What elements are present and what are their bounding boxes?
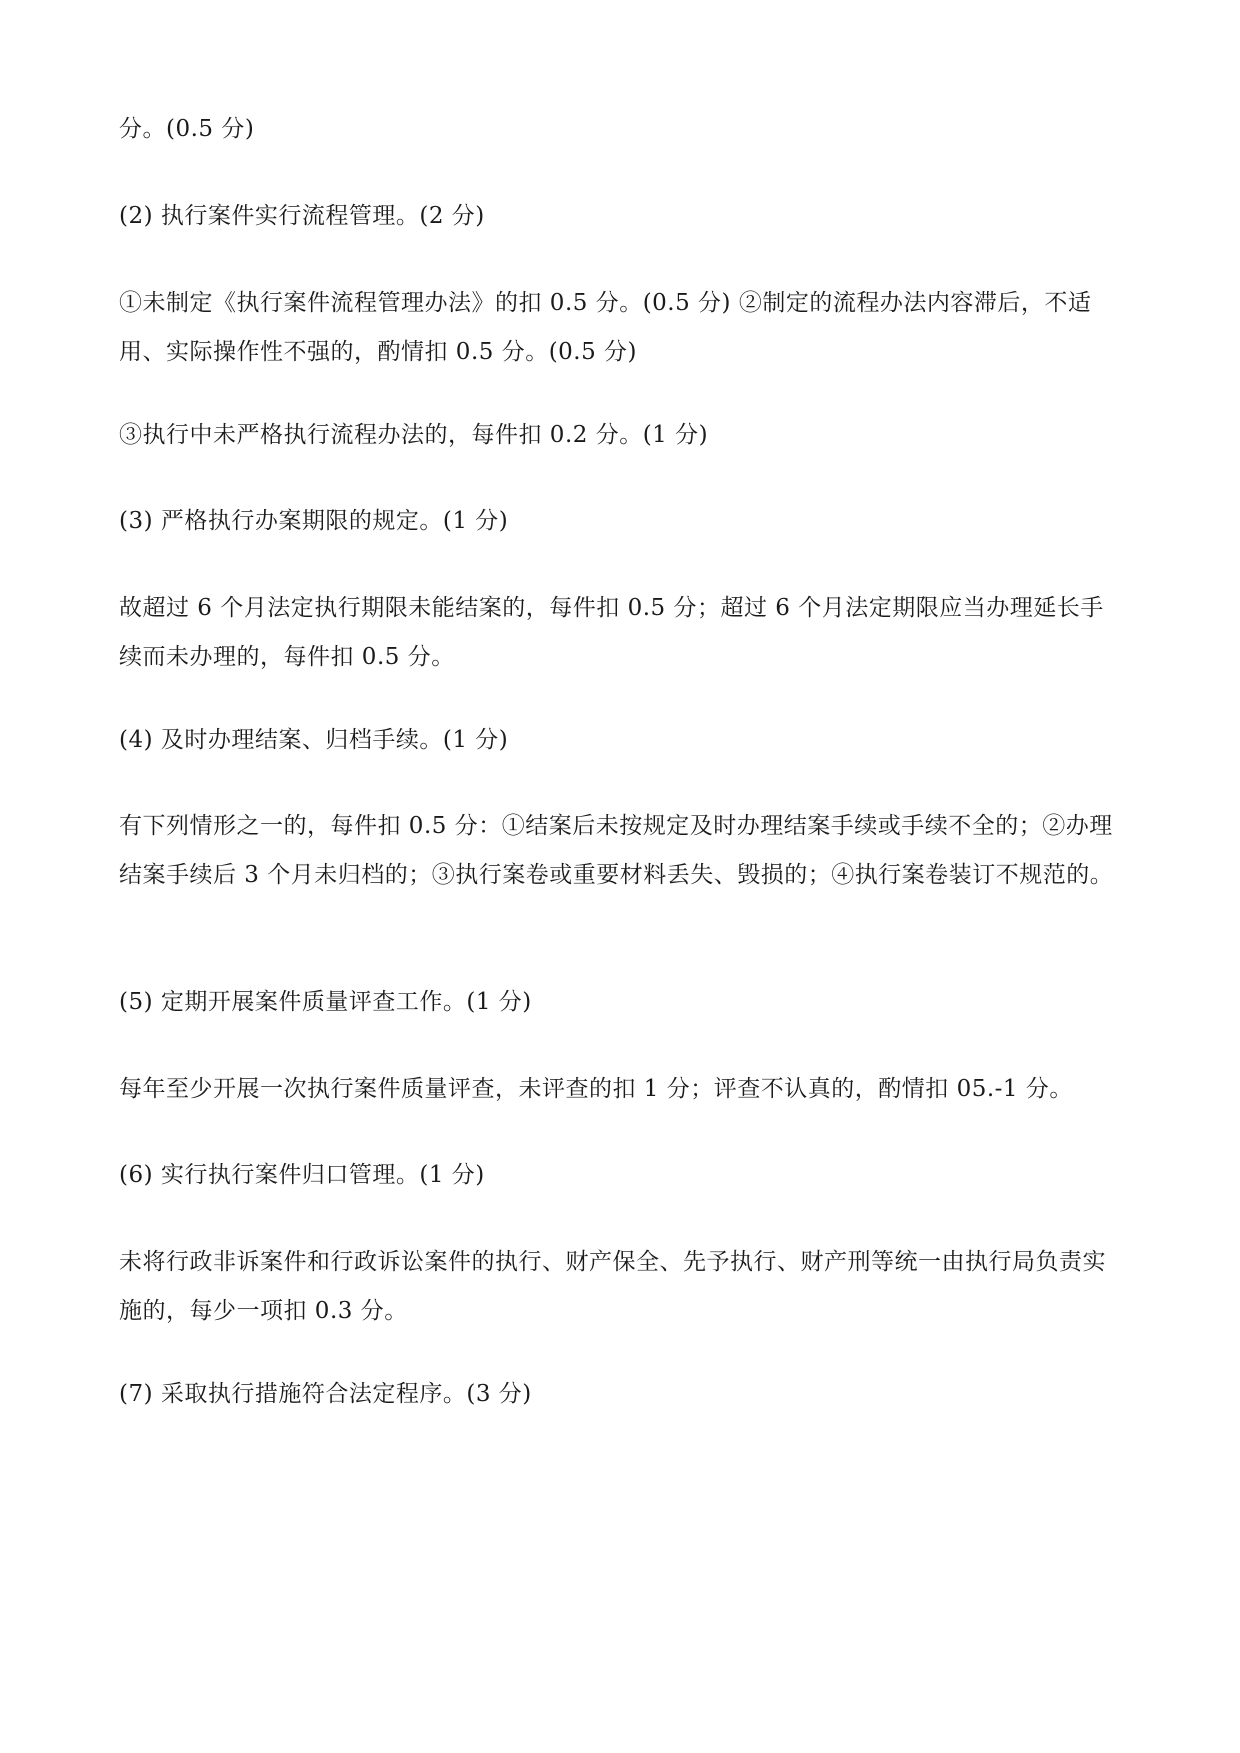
- paragraph-score-tail: 分。(0.5 分): [119, 116, 255, 142]
- paragraph-item-5-detail: 每年至少开展一次执行案件质量评查，未评查的扣 1 分；评查不认真的，酌情扣 05.-1 分。: [119, 1076, 1073, 1102]
- paragraph-item-2-detail: ①未制定《执行案件流程管理办法》的扣 0.5 分。(0.5 分) ②制定的流程办法内容滞后，不适用、实际操作性不强的，酌情扣 0.5 分。(0.5 分): [119, 290, 1092, 365]
- paragraph-item-3-detail: 故超过 6 个月法定执行期限未能结案的，每件扣 0.5 分；超过 6 个月法定期限应当办理延长手续而未办理的，每件扣 0.5 分。: [119, 595, 1104, 670]
- heading-item-4: (4) 及时办理结案、归档手续。(1 分): [119, 727, 509, 753]
- heading-item-2: (2) 执行案件实行流程管理。(2 分): [119, 203, 485, 229]
- paragraph-item-2-detail-3: ③执行中未严格执行流程办法的，每件扣 0.2 分。(1 分): [119, 422, 709, 448]
- paragraph-item-4-detail: 有下列情形之一的，每件扣 0.5 分：①结案后未按规定及时办理结案手续或手续不全的；②办理结案手续后 3 个月未归档的；③执行案卷或重要材料丢失、毁损的；④执行案卷装订不规范的。: [119, 813, 1114, 888]
- heading-item-3: (3) 严格执行办案期限的规定。(1 分): [119, 508, 509, 534]
- heading-item-5: (5) 定期开展案件质量评查工作。(1 分): [119, 989, 532, 1015]
- heading-item-6: (6) 实行执行案件归口管理。(1 分): [119, 1162, 485, 1188]
- heading-item-7: (7) 采取执行措施符合法定程序。(3 分): [119, 1381, 532, 1407]
- paragraph-item-6-detail: 未将行政非诉案件和行政诉讼案件的执行、财产保全、先予执行、财产刑等统一由执行局负责实施的，每少一项扣 0.3 分。: [119, 1249, 1106, 1324]
